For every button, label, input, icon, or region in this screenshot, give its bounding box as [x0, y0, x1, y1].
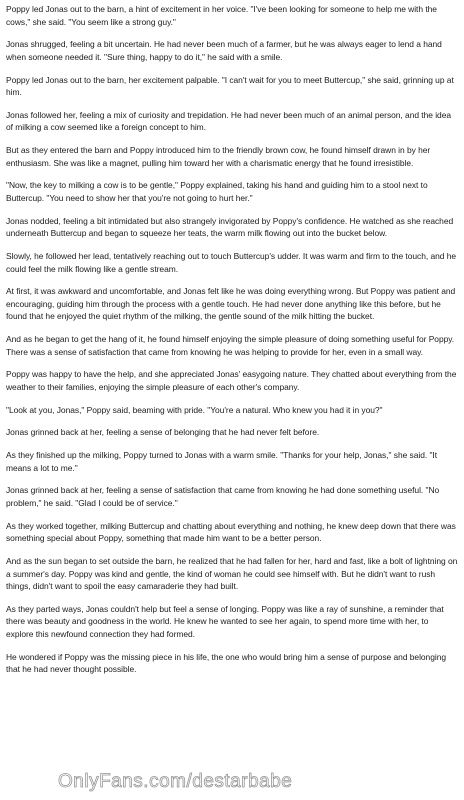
paragraph-5: But as they entered the barn and Poppy introduced him to the friendly brown cow, he found himself drawn in by her enthusiasm. She was like a magnet, pulling him toward her with a charismatic energy that he found irresistible.	[6, 145, 431, 168]
paragraph-16: As they worked together, milking Buttercup and chatting about everything and nothing, he knew deep down that there was something special about Poppy, something that made him want to be a better person.	[6, 520, 456, 544]
paragraph-19: He wondered if Poppy was the missing piece in his life, the one who would bring him a sense of purpose and belonging that he had never thought possible.	[6, 651, 447, 675]
paragraph-11: Poppy was happy to have the help, and she appreciated Jonas' easygoing nature. They chatted about everything from the weather to their families, enjoying the simple pleasure of each other's company.	[6, 369, 457, 392]
paragraph-6: "Now, the key to milking a cow is to be gentle," Poppy explained, taking his hand and guiding him to a stool next to Buttercup. "You need to show her that you're not going to hurt her."	[6, 180, 428, 203]
paragraph-9: At first, it was awkward and uncomfortable, and Jonas felt like he was doing everything wrong. But Poppy was patient and encouraging, guiding him through the process with a gentle touch. He had never done anything like this before, but he found that he enjoyed the quiet rhythm of the milking, the gentle sound of the milk hitting the bucket.	[6, 286, 456, 322]
paragraph-3: Poppy led Jonas out to the barn, her excitement palpable. "I can't wait for you to meet Buttercup," she said, grinning up at him.	[6, 74, 454, 98]
paragraph-13: Jonas grinned back at her, feeling a sense of belonging that he had never felt before.	[6, 427, 320, 438]
paragraph-4: Jonas followed her, feeling a mix of curiosity and trepidation. He had never been much of an animal person, and the idea of milking a cow seemed like a foreign concept to him.	[6, 109, 452, 133]
paragraph-7: Jonas nodded, feeling a bit intimidated but also strangely invigorated by Poppy's confidence. He watched as she reached underneath Buttercup and began to squeeze her teats, the warm milk flowing out into the bucket below.	[6, 215, 454, 239]
paragraph-2: Jonas shrugged, feeling a bit uncertain. He had never been much of a farmer, but he was always eager to lend a hand when someone needed it. "Sure thing, happy to do it," he said with a smile.	[6, 39, 442, 62]
paragraph-17: And as the sun began to set outside the barn, he realized that he had fallen for her, hard and fast, like a bolt of lightning on a summer's day. Poppy was kind and gentle, the kind of woman he could see himself with. But he didn't want to rush things, didn't want to spoil the easy camaraderie they had built.	[6, 555, 458, 592]
paragraph-1: Poppy led Jonas out to the barn, a hint of excitement in her voice. "I've been looking for someone to help me with the cows," she said. "You seem like a strong guy."	[6, 4, 437, 27]
paragraph-10: And as he began to get the hang of it, he found himself enjoying the simple pleasure of doing something useful for Poppy. There was a sense of satisfaction that came from knowing he was helping to provide for her, even in a small way.	[6, 334, 455, 357]
paragraph-15: Jonas grinned back at her, feeling a sense of satisfaction that came from knowing he had done something useful. "No problem," he said. "Glad I could be of service."	[6, 485, 440, 508]
paragraph-8: Slowly, he followed her lead, tentatively reaching out to touch Buttercup's udder. It was warm and firm to the touch, and he could feel the milk flowing like a gentle stream.	[6, 250, 457, 274]
paragraph-18: As they parted ways, Jonas couldn't help but feel a sense of longing. Poppy was like a ray of sunshine, a reminder that there was beauty and goodness in the world. He knew he wanted to see her again, to spend more time with her, to explore this newfound connection they had formed.	[6, 603, 444, 639]
watermark-text: OnlyFans.com/destarbabe	[58, 771, 293, 792]
paragraph-12: "Look at you, Jonas," Poppy said, beaming with pride. "You're a natural. Who knew you had it in you?"	[6, 404, 383, 415]
paragraph-14: As they finished up the milking, Poppy turned to Jonas with a warm smile. "Thanks for your help, Jonas," she said. "It means a lot to me."	[6, 450, 438, 473]
